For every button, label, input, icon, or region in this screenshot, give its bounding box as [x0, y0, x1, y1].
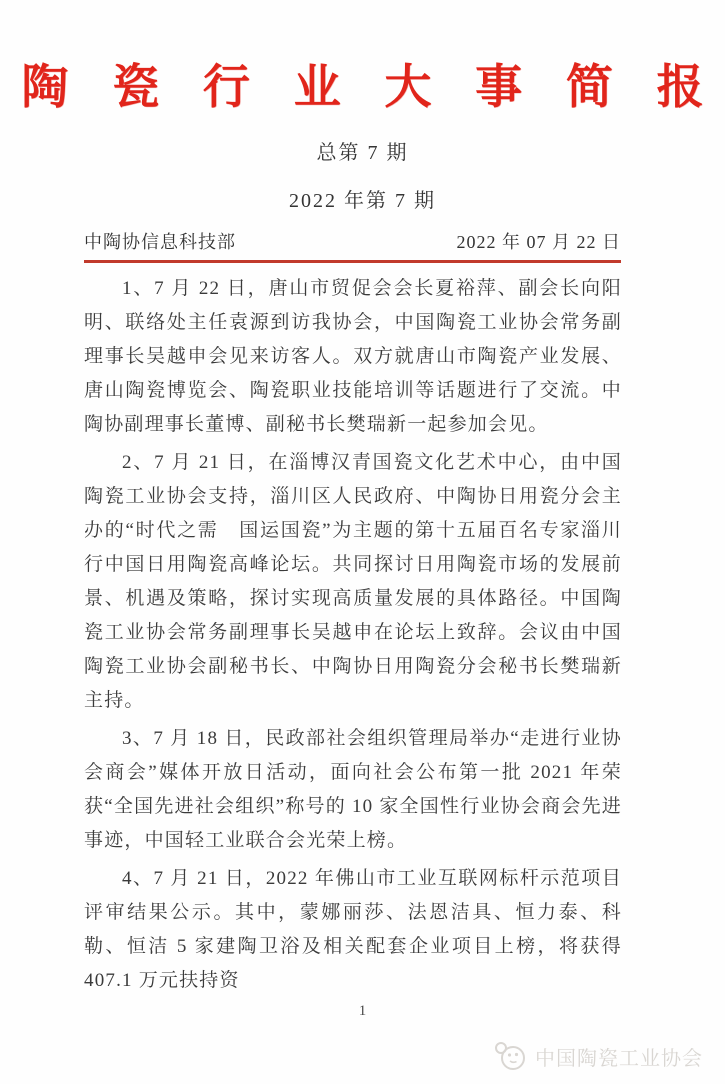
body-paragraph-4: 4、7 月 21 日，2022 年佛山市工业互联网标杆示范项目评审结果公示。其中，蒙娜丽莎、法恩洁具、恒力泰、科勒、恒洁 5 家建陶卫浴及相关配套企业项目上榜，将获得 407.1 万元扶持资: [84, 868, 622, 992]
publisher-name: 中陶协信息科技部: [84, 232, 236, 253]
document-page: [0, 60, 725, 1084]
issue-number-year: 2022 年第 7 期: [289, 190, 436, 213]
document-body: [0, 263, 725, 998]
watermark-text: 中国陶瓷工业协会: [535, 1047, 703, 1070]
body-paragraph-1: 1、7 月 22 日，唐山市贸促会会长夏裕萍、副会长向阳明、联络处主任袁源到访我协会，中国陶瓷工业协会常务副理事长吴越申会见来访客人。双方就唐山市陶瓷产业发展、唐山陶瓷博览会、陶瓷职业技能培训等话题进行了交流。中陶协副理事长董博、副秘书长樊瑞新一起参加会见。: [84, 278, 622, 436]
watermark: [492, 1040, 703, 1072]
publisher-date-row: [0, 228, 725, 254]
page-number: 1: [358, 1003, 367, 1019]
page-title: 陶 瓷 行 业 大 事 简 报: [21, 62, 720, 114]
association-logo-icon: [492, 1040, 528, 1072]
body-paragraph-3: 3、7 月 18 日，民政部社会组织管理局举办“走进行业协会商会”媒体开放日活动，面向社会公布第一批 2021 年荣获“全国先进社会组织”称号的 10 家全国性行业协会商会先进事迹，中国轻工业联合会光荣上榜。: [84, 728, 622, 852]
body-paragraph-2: 2、7 月 21 日，在淄博汉青国瓷文化艺术中心，由中国陶瓷工业协会支持，淄川区人民政府、中陶协日用瓷分会主办的“时代之需 国运国瓷”为主题的第十五届百名专家淄川行中国日用陶瓷高峰论坛。共同探讨日用陶瓷市场的发展前景、机遇及策略，探讨实现高质量发展的具体路径。中国陶瓷工业协会常务副理事长吴越申在论坛上致辞。会议由中国陶瓷工业协会副秘书长、中陶协日用陶瓷分会秘书长樊瑞新主持。: [84, 452, 622, 712]
issue-number-total: 总第 7 期: [316, 142, 409, 165]
publish-date: 2022 年 07 月 22 日: [456, 232, 621, 253]
